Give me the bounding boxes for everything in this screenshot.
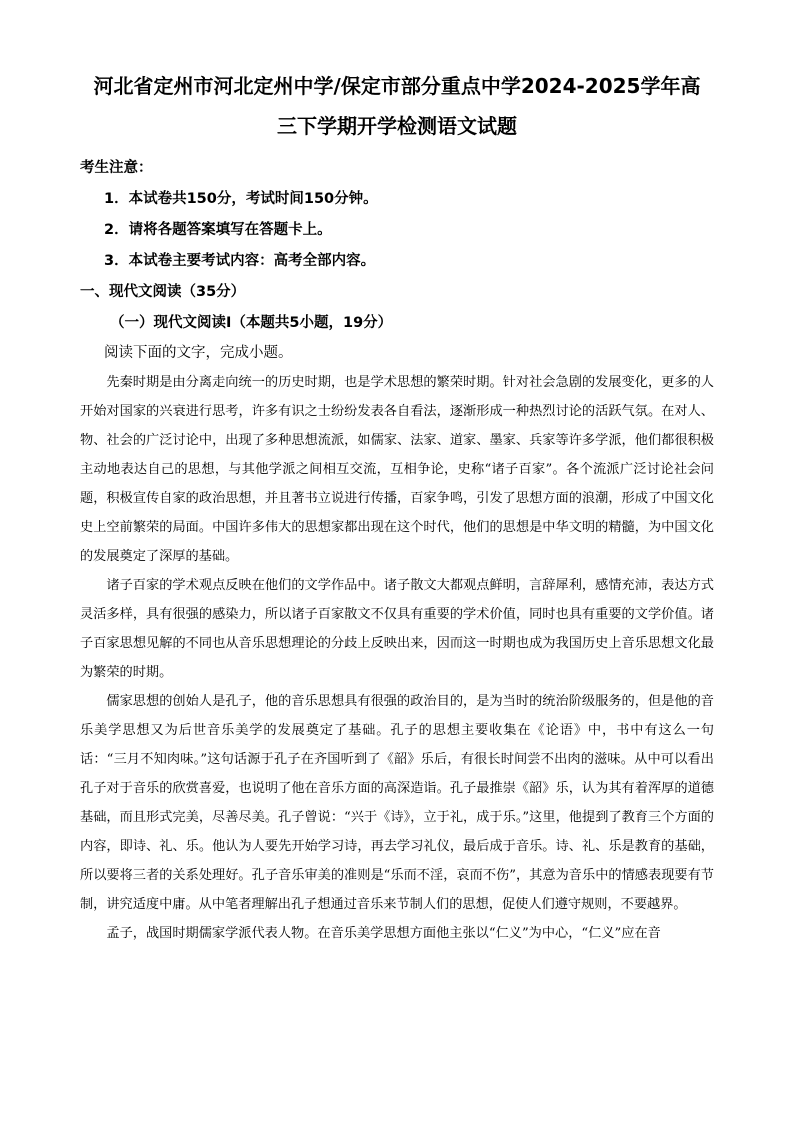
paragraph-2: 诸子百家的学术观点反映在他们的文学作品中。诸子散文大都观点鲜明，言辞犀利，感情充沛，表达方式灵活多样，具有很强的感染力，所以诸子百家散文不仅具有重要的学术价值，同时也具有重要的文学价值。诸子百家思想见解的不同也从音乐思想理论的分歧上反映出来，因而这一时期也成为我国历史上音乐思想文化最为繁荣的时期。 bbox=[80, 578, 714, 680]
notice-item-1: 1．本试卷共150分，考试时间150分钟。 bbox=[104, 191, 378, 207]
paragraph-3: 儒家思想的创始人是孔子，他的音乐思想具有很强的政治目的，是为当时的统治阶级服务的，但是他的音乐美学思想又为后世音乐美学的发展奠定了基础。孔子的思想主要收集在《论语》中，书中有这么一句话：“三月不知肉味。”这句话源于孔子在齐国听到了《韶》乐后，有很长时间尝不出肉的滋味。从中可以看出孔子对于音乐的欣赏喜爱，也说明了他在音乐方面的高深造诣。孔子最推崇《韶》乐，认为其有着浑厚的道德基础，而且形式完美，尽善尽美。孔子曾说：“兴于《诗》，立于礼，成于乐。”这里，他提到了教育三个方面的内容，即诗、礼、乐。他认为人要先开始学习诗，再去学习礼仪，最后成于音乐。诗、礼、乐是教育的基础，所以要将三者的关系处理好。孔子音乐审美的准则是“乐而不淫，哀而不伤”，其意为音乐中的情感表现要有节制，讲究适度中庸。从中笔者理解出孔子想通过音乐来节制人们的思想，促使人们遵守规则，不要越界。 bbox=[80, 694, 714, 912]
subsection-heading: （一）现代文阅读Ⅰ（本题共5小题，19分） bbox=[110, 315, 393, 331]
notice-heading: 考生注意： bbox=[80, 160, 153, 176]
paragraph-1: 先秦时期是由分离走向统一的历史时期，也是学术思想的繁荣时期。针对社会急剧的发展变化，更多的人开始对国家的兴衰进行思考，许多有识之士纷纷发表各自看法，逐渐形成一种热烈讨论的活跃气氛。在对人、物、社会的广泛讨论中，出现了多种思想流派，如儒家、法家、道家、墨家、兵家等许多学派，他们都很积极主动地表达自己的思想，与其他学派之间相互交流，互相争论，史称“诸子百家”。各个流派广泛讨论社会问题，积极宣传自家的政治思想，并且著书立说进行传播，百家争鸣，引发了思想方面的浪潮，形成了中国文化史上空前繁荣的局面。中国许多伟大的思想家都出现在这个时代，他们的思想是中华文明的精髓，为中国文化的发展奠定了深厚的基础。 bbox=[80, 375, 714, 564]
paragraph-4: 孟子，战国时期儒家学派代表人物。在音乐美学思想方面他主张以“仁义”为中心，“仁义”应在音 bbox=[106, 926, 661, 941]
section-heading: 一、现代文阅读（35分） bbox=[80, 284, 246, 300]
document-title bbox=[80, 66, 714, 146]
notice-item-3: 3．本试卷主要考试内容：高考全部内容。 bbox=[104, 253, 376, 269]
title-line-2: 三下学期开学检测语文试题 bbox=[277, 114, 517, 138]
reading-instruction: 阅读下面的文字，完成小题。 bbox=[104, 345, 293, 361]
notice-item-2: 2．请将各题答案填写在答题卡上。 bbox=[104, 222, 332, 238]
title-line-1: 河北省定州市河北定州中学/保定市部分重点中学2024-2025学年高 bbox=[93, 74, 701, 98]
